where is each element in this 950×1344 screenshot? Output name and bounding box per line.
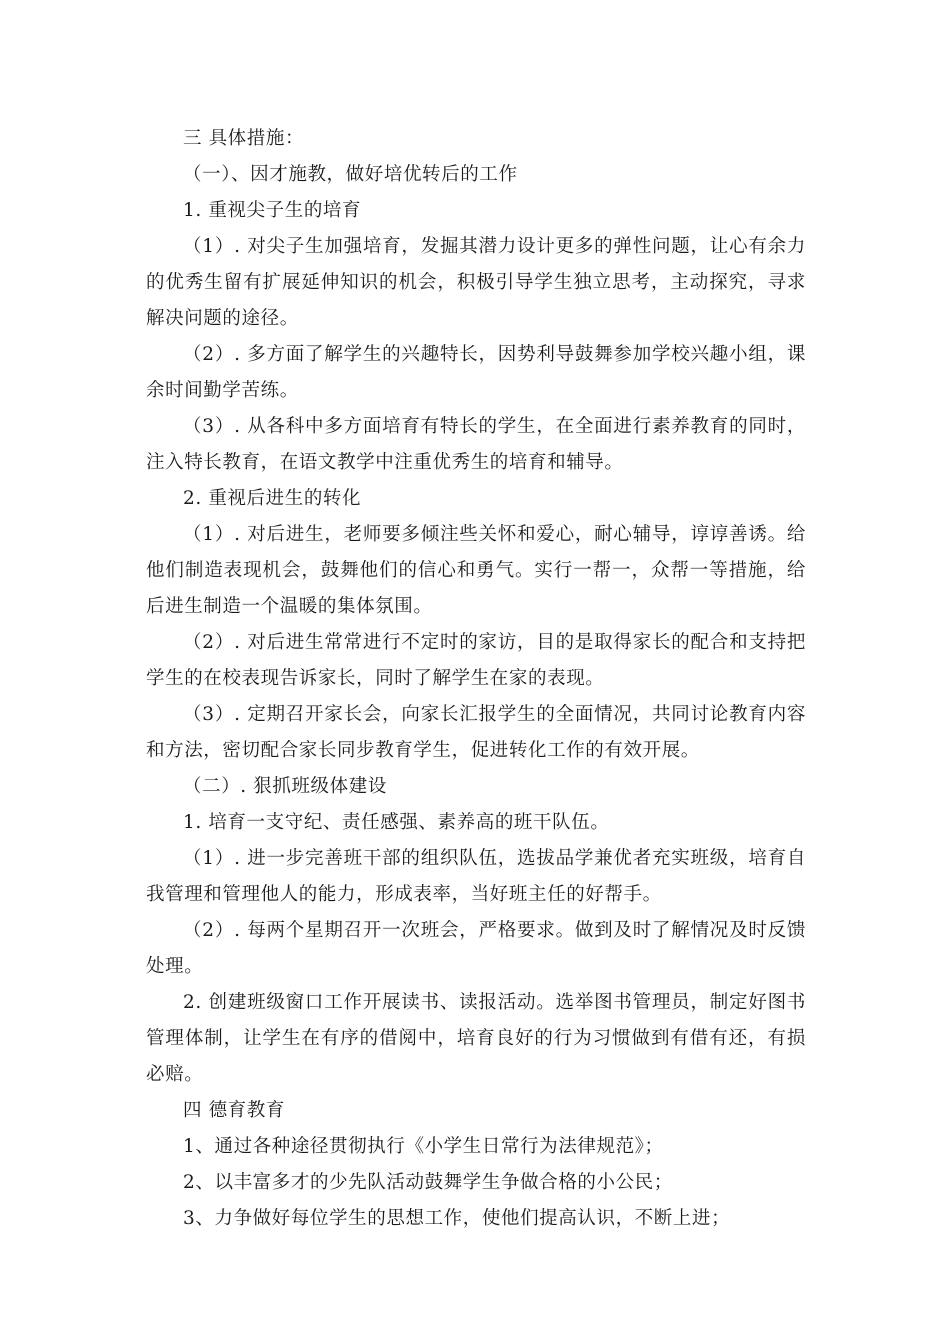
paragraph-line: 2. 创建班级窗口工作开展读书、读报活动。选举图书管理员，制定好图书 xyxy=(183,992,806,1013)
paragraph-line: 的优秀生留有扩展延伸知识的机会，积极引导学生独立思考，主动探究，寻求 xyxy=(146,272,806,293)
paragraph-line: 我管理和管理他人的能力，形成表率，当好班主任的好帮手。 xyxy=(146,884,662,905)
paragraph-line: 学生的在校表现告诉家长，同时了解学生在家的表现。 xyxy=(146,668,605,689)
section-heading: 三 具体措施： xyxy=(183,128,305,149)
paragraph-line: 和方法，密切配合家长同步教育学生，促进转化工作的有效开展。 xyxy=(146,740,700,761)
paragraph-line: 必赔。 xyxy=(146,1064,204,1085)
list-item: 1、通过各种途径贯彻执行《小学生日常行为法律规范》； xyxy=(183,1136,664,1157)
paragraph-line: （1）. 进一步完善班干部的组织队伍，选拔品学兼优者充实班级，培育自 xyxy=(183,848,806,869)
paragraph-line: 处理。 xyxy=(146,956,204,977)
document-page xyxy=(146,124,806,1240)
paragraph-line: （2）. 每两个星期召开一次班会，严格要求。做到及时了解情况及时反馈 xyxy=(183,920,806,941)
item-heading: 2. 重视后进生的转化 xyxy=(183,488,362,509)
paragraph-line: （1）. 对后进生，老师要多倾注些关怀和爱心，耐心辅导，谆谆善诱。给 xyxy=(183,524,806,545)
section-heading: 四 德育教育 xyxy=(183,1100,285,1121)
list-item: 3、力争做好每位学生的思想工作，使他们提高认识，不断上进； xyxy=(183,1208,731,1229)
paragraph-line: （2）. 对后进生常常进行不定时的家访，目的是取得家长的配合和支持把 xyxy=(183,632,806,653)
item-heading: 1. 培育一支守纪、责任感强、素养高的班干队伍。 xyxy=(183,812,610,833)
paragraph-line: 余时间勤学苦练。 xyxy=(146,380,299,401)
paragraph-line: 管理体制，让学生在有序的借阅中，培育良好的行为习惯做到有借有还，有损 xyxy=(146,1028,806,1049)
list-item: 2、以丰富多才的少先队活动鼓舞学生争做合格的小公民； xyxy=(183,1172,673,1193)
item-heading: 1. 重视尖子生的培育 xyxy=(183,200,362,221)
paragraph-line: 解决问题的途径。 xyxy=(146,308,299,329)
subsection-heading: （二）. 狠抓班级体建设 xyxy=(183,776,387,797)
subsection-heading: （一）、因才施教，做好培优转后的工作 xyxy=(183,164,518,185)
paragraph-line: （1）. 对尖子生加强培育，发掘其潜力设计更多的弹性问题，让心有余力 xyxy=(183,236,806,257)
paragraph-line: （2）. 多方面了解学生的兴趣特长，因势利导鼓舞参加学校兴趣小组，课 xyxy=(183,344,806,365)
paragraph-line: 他们制造表现机会，鼓舞他们的信心和勇气。实行一帮一，众帮一等措施，给 xyxy=(146,560,806,581)
paragraph-line: 注入特长教育，在语文教学中注重优秀生的培育和辅导。 xyxy=(146,452,624,473)
paragraph-line: （3）. 从各科中多方面培育有特长的学生，在全面进行素养教育的同时， xyxy=(183,416,806,437)
paragraph-line: （3）. 定期召开家长会，向家长汇报学生的全面情况，共同讨论教育内容 xyxy=(183,704,806,725)
paragraph-line: 后进生制造一个温暖的集体氛围。 xyxy=(146,596,433,617)
